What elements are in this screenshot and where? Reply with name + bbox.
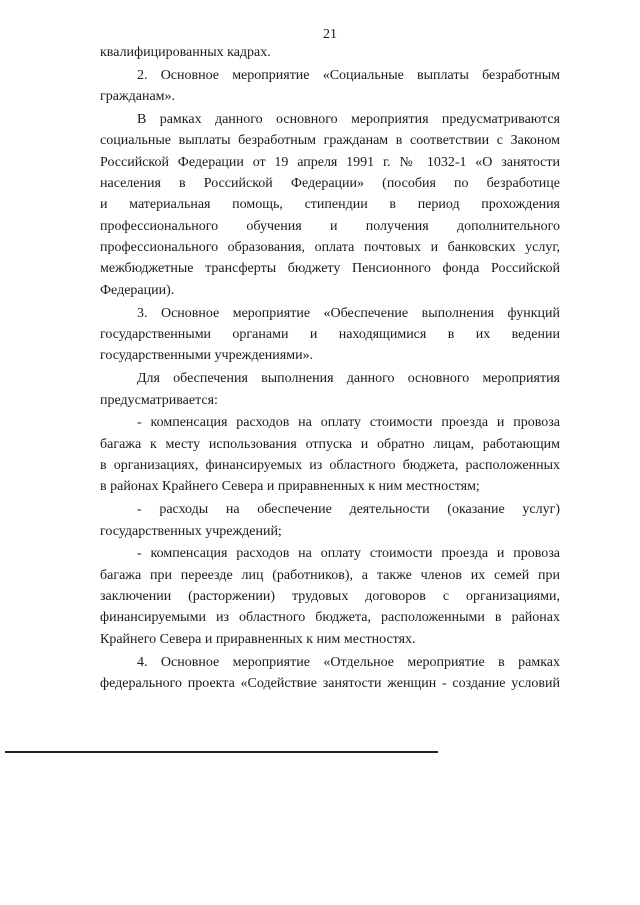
- text-line: в районах Крайнего Севера и приравненных к ним местностям;: [100, 479, 480, 495]
- text-line: профессионального обучения и получения дополнительного: [100, 218, 560, 234]
- text-line: - компенсация расходов на оплату стоимости проезда и провоза: [137, 546, 560, 562]
- list-item-travel-cost-compensation: [100, 412, 560, 497]
- text-line: финансируемыми из областного бюджета, расположенными в районах: [100, 610, 560, 626]
- text-line: квалифицированных кадрах.: [100, 45, 271, 60]
- text-line: профессионального образования, оплата почтовых и банковских услуг,: [100, 240, 560, 256]
- text-line: федерального проекта «Содействие занятости женщин - создание условий: [100, 675, 560, 691]
- text-line: 3. Основное мероприятие «Обеспечение выполнения функций: [137, 305, 560, 321]
- list-item-institution-expenses: [100, 499, 560, 542]
- text-line: Для обеспечения выполнения данного основного мероприятия: [137, 371, 560, 387]
- text-line: 4. Основное мероприятие «Отдельное мероприятие в рамках: [137, 654, 560, 670]
- paragraph-main-measure-2-heading: [100, 65, 560, 108]
- text-line: и материальная помощь, стипендии в период прохождения: [100, 197, 560, 213]
- paragraph-main-measure-3-intro: [100, 368, 560, 411]
- text-line: государственных учреждений;: [100, 523, 282, 539]
- text-line: багажа к месту использования отпуска и обратно лицам, работающим: [100, 436, 560, 452]
- text-line: межбюджетные трансферты бюджету Пенсионного фонда Российской: [100, 261, 560, 277]
- text-line: населения в Российской Федерации» (пособия по безработице: [100, 176, 560, 192]
- text-line: Крайнего Севера и приравненных к ним местностях.: [100, 631, 416, 647]
- text-line: государственными органами и находящимися в их ведении: [100, 326, 560, 342]
- page-number: 21: [323, 27, 337, 42]
- paragraph-main-measure-4-heading: [100, 652, 560, 695]
- text-line: в организациях, финансируемых из областного бюджета, расположенных: [100, 458, 560, 474]
- text-line: багажа при переезде лиц (работников), а также членов их семей при: [100, 567, 560, 583]
- text-line: Федерации).: [100, 282, 175, 298]
- list-item-relocation-cost-compensation: [100, 543, 560, 650]
- text-line: заключении (расторжении) трудовых договоров с организациями,: [100, 589, 560, 605]
- text-line: предусматривается:: [100, 392, 218, 408]
- text-line: Российской Федерации от 19 апреля 1991 г. № 1032-1 «О занятости: [100, 154, 560, 170]
- text-line: государственными учреждениями».: [100, 348, 314, 364]
- text-line: 2. Основное мероприятие «Социальные выплаты безработным: [137, 67, 560, 83]
- text-line: В рамках данного основного мероприятия предусматриваются: [137, 112, 560, 128]
- body-text: [100, 42, 560, 694]
- paragraph-main-measure-2-description: [100, 109, 560, 301]
- text-line: социальные выплаты безработным гражданам в соответствии с Законом: [100, 133, 560, 149]
- text-line: гражданам».: [100, 89, 176, 105]
- paragraph-continued-from-previous-page: [100, 42, 560, 63]
- footnote-separator-line: [5, 751, 438, 753]
- text-line: - компенсация расходов на оплату стоимости проезда и провоза: [137, 415, 560, 431]
- text-line: - расходы на обеспечение деятельности (оказание услуг): [137, 502, 560, 518]
- paragraph-main-measure-3-heading: [100, 303, 560, 367]
